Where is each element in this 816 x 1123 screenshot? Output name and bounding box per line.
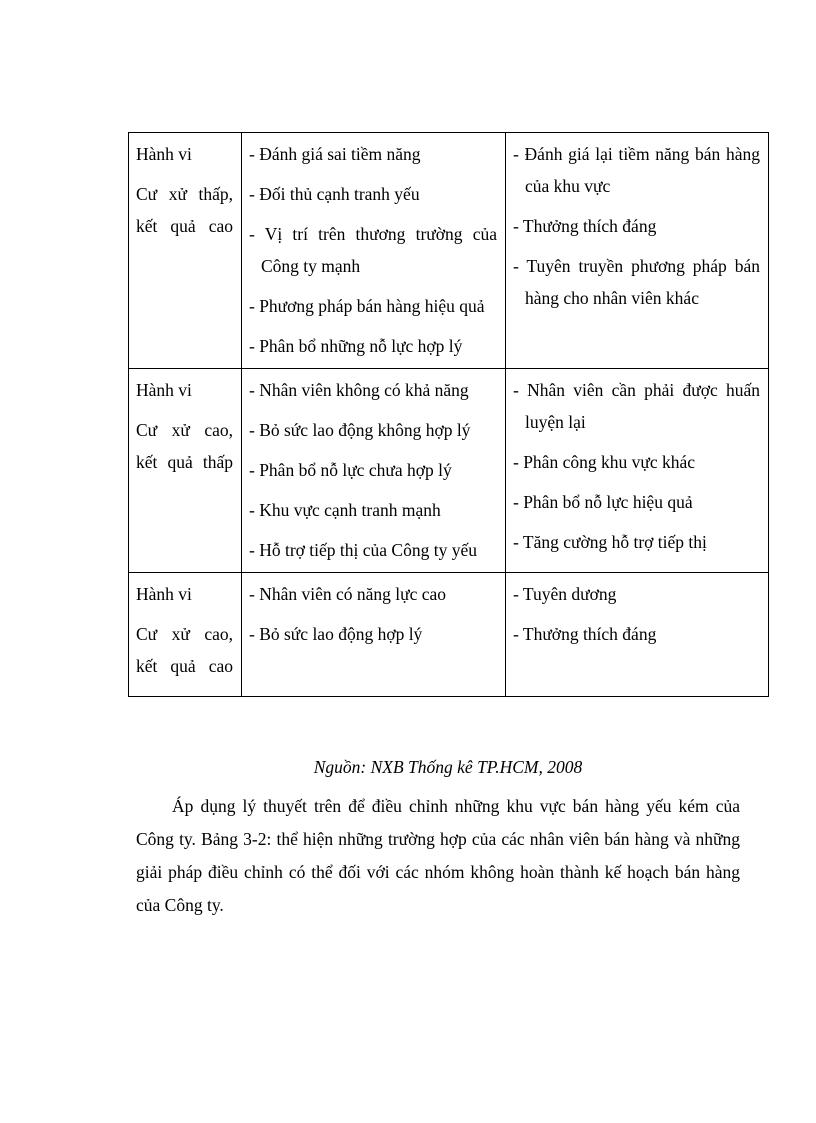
- list-item: - Bỏ sức lao động hợp lý: [249, 624, 423, 644]
- list-item: - Nhân viên có năng lực cao: [249, 584, 447, 604]
- table-row: [129, 133, 769, 369]
- list-item: - Thưởng thích đáng: [513, 624, 657, 644]
- list-item: - Nhân viên không có khả năng: [249, 380, 469, 400]
- list-item: - Đối thủ cạnh tranh yếu: [249, 184, 420, 204]
- solutions-cell: [506, 133, 769, 369]
- reasons-cell: [242, 369, 506, 573]
- reasons-cell: [242, 573, 506, 697]
- category-title: Hành vi: [136, 144, 192, 164]
- category-description: Cư xử cao, kết quả cao: [136, 624, 233, 676]
- list-item: - Phương pháp bán hàng hiệu quả: [249, 296, 485, 316]
- category-cell: [129, 369, 242, 573]
- body-paragraph: Áp dụng lý thuyết trên để điều chỉnh những khu vực bán hàng yếu kém của Công ty. Bảng 3-2: thể hiện những trường hợp của các nhân viên bán hàng và những giải pháp điều chỉnh có thể đối với các nhóm không hoàn thành kế hoạch bán hàng của Công ty.: [136, 796, 740, 915]
- list-item: - Tuyên truyền phương pháp bán hàng cho nhân viên khác: [513, 256, 760, 308]
- category-title: Hành vi: [136, 380, 192, 400]
- list-item: - Tuyên dương: [513, 584, 617, 604]
- category-description: Cư xử thấp, kết quả cao: [136, 184, 233, 236]
- list-item: - Đánh giá lại tiềm năng bán hàng của khu vực: [513, 144, 760, 196]
- list-item: - Bỏ sức lao động không hợp lý: [249, 420, 471, 440]
- solutions-cell: [506, 573, 769, 697]
- list-item: - Đánh giá sai tiềm năng: [249, 144, 421, 164]
- behavior-table: [128, 132, 769, 697]
- table-row: [129, 369, 769, 573]
- list-item: - Tăng cường hỗ trợ tiếp thị: [513, 532, 707, 552]
- category-description: Cư xử cao, kết quả thấp: [136, 420, 233, 472]
- list-item: - Phân công khu vực khác: [513, 452, 696, 472]
- reasons-cell: [242, 133, 506, 369]
- list-item: - Phân bổ nỗ lực chưa hợp lý: [249, 460, 452, 480]
- list-item: - Phân bổ những nỗ lực hợp lý: [249, 336, 463, 356]
- list-item: - Khu vực cạnh tranh mạnh: [249, 500, 441, 520]
- category-cell: [129, 133, 242, 369]
- category-cell: [129, 573, 242, 697]
- list-item: - Nhân viên cần phải được huấn luyện lại: [513, 380, 760, 432]
- list-item: - Hỗ trợ tiếp thị của Công ty yếu: [249, 540, 477, 560]
- list-item: - Phân bổ nỗ lực hiệu quả: [513, 492, 693, 512]
- category-title: Hành vi: [136, 584, 192, 604]
- table-source-caption: Nguồn: NXB Thống kê TP.HCM, 2008: [313, 757, 583, 777]
- list-item: - Vị trí trên thương trường của Công ty mạnh: [249, 224, 497, 276]
- list-item: - Thưởng thích đáng: [513, 216, 657, 236]
- solutions-cell: [506, 369, 769, 573]
- table-row: [129, 573, 769, 697]
